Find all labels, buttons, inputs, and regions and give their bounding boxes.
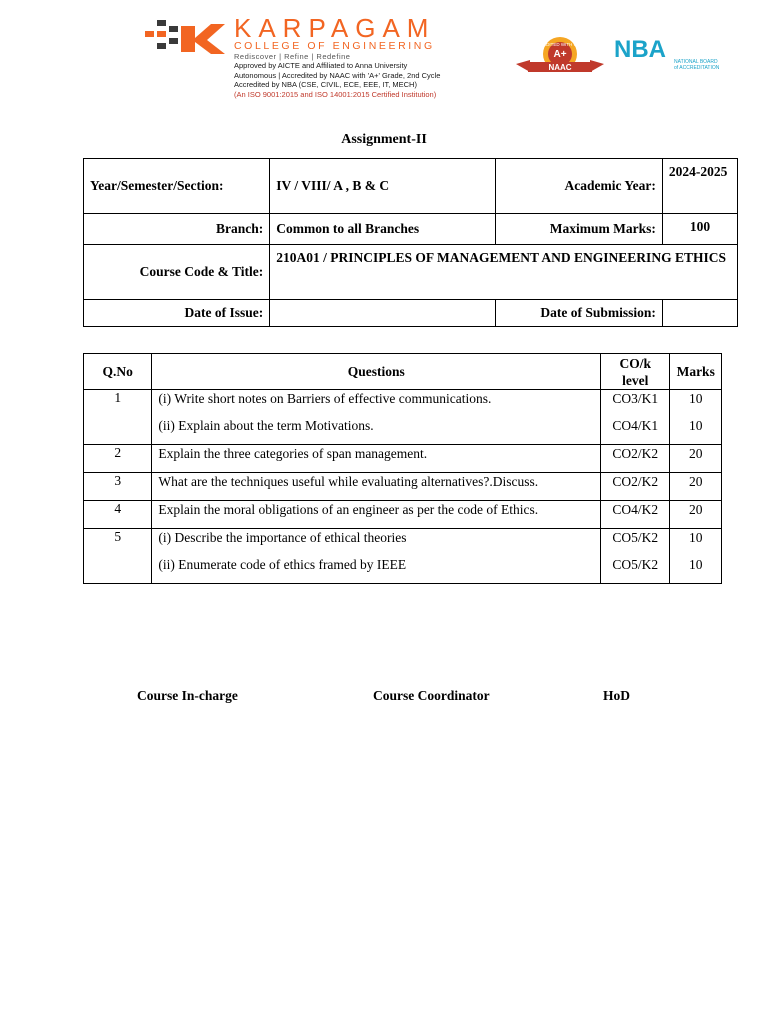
question-row — [84, 501, 722, 529]
brand-tagline: Rediscover | Refine | Redefine — [234, 52, 351, 61]
question-row — [84, 390, 722, 445]
question-header: Questions — [152, 354, 601, 390]
co-level-cell — [601, 529, 670, 584]
info-row-dates — [84, 300, 738, 327]
year-label: Year/Semester/Section: — [84, 159, 270, 214]
question-text: Explain the three categories of span management. — [158, 446, 428, 461]
naac-ring-text: ACCREDITED WITH GRADE — [530, 42, 590, 47]
qno-header: Q.No — [84, 354, 152, 390]
co-level: CO4/K2 — [612, 502, 659, 517]
question-text: (i) Describe the importance of ethical theories — [158, 530, 407, 545]
question-text: (ii) Enumerate code of ethics framed by IEEE — [158, 557, 407, 572]
question-text: (ii) Explain about the term Motivations. — [158, 418, 374, 433]
naac-badge-icon — [516, 36, 604, 76]
question-text: Explain the moral obligations of an engineer as per the code of Ethics. — [158, 502, 539, 517]
question-number: 3 — [84, 473, 152, 501]
marks-cell — [670, 529, 722, 584]
approval-line: Approved by AICTE and Affiliated to Anna University — [234, 61, 408, 70]
question-row — [84, 445, 722, 473]
academic-year-value: 2024-2025 — [662, 159, 737, 214]
college-logo-icon — [145, 16, 227, 56]
questions-header-row — [84, 354, 722, 390]
co-level: CO2/K2 — [612, 474, 659, 489]
nba-line: Accredited by NBA (CSE, CIVIL, ECE, EEE, IT, MECH) — [234, 80, 417, 89]
nba-logo-icon — [612, 35, 720, 73]
max-marks-label: Maximum Marks: — [495, 214, 662, 245]
marks-cell — [670, 445, 722, 473]
question-number: 5 — [84, 529, 152, 584]
question-number: 1 — [84, 390, 152, 445]
iso-line: (An ISO 9001:2015 and ISO 14001:2015 Certified Institution) — [234, 89, 437, 99]
letterhead — [0, 0, 768, 100]
info-row-branch — [84, 214, 738, 245]
marks: 10 — [688, 530, 703, 545]
max-marks-value: 100 — [662, 214, 737, 245]
question-number: 2 — [84, 445, 152, 473]
co-level: CO2/K2 — [612, 446, 659, 461]
year-value: IV / VIII/ A , B & C — [270, 159, 495, 214]
question-row — [84, 473, 722, 501]
course-incharge-signature: Course In-charge — [137, 688, 238, 703]
marks: 10 — [688, 391, 703, 406]
question-text-cell — [152, 501, 601, 529]
issue-value — [270, 300, 495, 327]
nba-sub-1: NATIONAL BOARD — [674, 59, 718, 65]
submission-label: Date of Submission: — [495, 300, 662, 327]
question-text: What are the techniques useful while evaluating alternatives?.Discuss. — [158, 474, 539, 489]
question-text-cell — [152, 529, 601, 584]
question-text-cell — [152, 390, 601, 445]
co-level-cell — [601, 473, 670, 501]
question-text: (i) Write short notes on Barriers of effective communications. — [158, 391, 492, 406]
autonomous-line: Autonomous | Accredited by NAAC with 'A+' Grade, 2nd Cycle — [234, 70, 441, 80]
co-level-cell — [601, 445, 670, 473]
info-row-course — [84, 245, 738, 300]
submission-value — [662, 300, 737, 327]
course-value: 210A01 / PRINCIPLES OF MANAGEMENT AND ENGINEERING ETHICS — [270, 245, 738, 300]
naac-grade: A+ — [553, 49, 567, 60]
question-text-cell — [152, 445, 601, 473]
marks-cell — [670, 501, 722, 529]
question-row — [84, 529, 722, 584]
co-level-header: CO/k level — [601, 354, 670, 390]
branch-label: Branch: — [84, 214, 270, 245]
co-level-cell — [601, 390, 670, 445]
marks: 10 — [688, 557, 703, 572]
co-level: CO3/K1 — [612, 391, 659, 406]
branch-value: Common to all Branches — [270, 214, 495, 245]
marks: 20 — [688, 502, 703, 517]
nba-label: NBA — [614, 36, 666, 63]
brand-subtitle: COLLEGE OF ENGINEERING — [234, 40, 435, 52]
info-row-year — [84, 159, 738, 214]
naac-label: NAAC — [548, 63, 572, 72]
course-info-table — [83, 158, 738, 327]
questions-table — [83, 353, 722, 584]
hod-signature: HoD — [603, 688, 630, 703]
marks: 20 — [688, 446, 703, 461]
marks: 10 — [688, 418, 703, 433]
academic-year-label: Academic Year: — [495, 159, 662, 214]
co-level: CO5/K2 — [612, 530, 659, 545]
course-label: Course Code & Title: — [84, 245, 270, 300]
marks: 20 — [688, 474, 703, 489]
question-number: 4 — [84, 501, 152, 529]
marks-cell — [670, 390, 722, 445]
marks-header: Marks — [670, 354, 722, 390]
co-level-cell — [601, 501, 670, 529]
brand-block — [234, 13, 509, 99]
marks-cell — [670, 473, 722, 501]
course-coordinator-signature: Course Coordinator — [373, 688, 490, 703]
co-level: CO4/K1 — [612, 418, 659, 433]
issue-label: Date of Issue: — [84, 300, 270, 327]
brand-name: KARPAGAM — [234, 13, 436, 43]
co-level: CO5/K2 — [612, 557, 659, 572]
page-title: Assignment-II — [341, 132, 427, 147]
nba-sub-2: of ACCREDITATION — [674, 65, 720, 71]
question-text-cell — [152, 473, 601, 501]
